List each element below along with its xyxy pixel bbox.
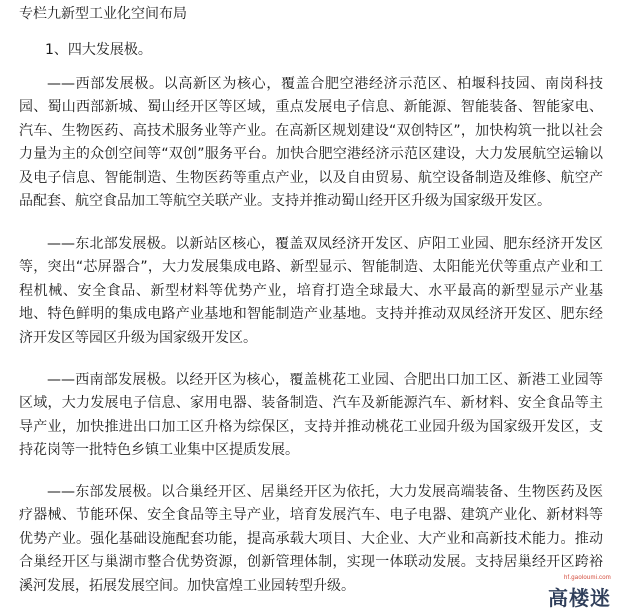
watermark-logo — [545, 575, 611, 611]
watermark-url: hf.gaoloumi.com — [563, 575, 611, 581]
section-heading: 1、四大发展极。 — [45, 42, 152, 58]
paragraph-northeast-pole: ——东北部发展极。以新站区核心，覆盖双凤经济开发区、庐阳工业园、肥东经济开发区等，突出“芯屏器合”，大力发展集成电路、新型显示、智能制造、太阳能光伏等重点产业和工程机械、安全食品、新型材料等优势产业，培育打造全球最大、水平最高的新型显示产业基地、特色鲜明的集成电路产业基地和智能制造产业基地。支持并推动双凤经济开发区、肥东经济开发区等园区升级为国家级开发区。 — [19, 236, 603, 346]
paragraph-southwest-pole: ——西南部发展极。以经开区为核心，覆盖桃花工业园、合肥出口加工区、新港工业园等区域，大力发展电子信息、家用电器、装备制造、汽车及新能源汽车、新材料、安全食品等主导产业，加快推进出口加工区升格为综保区，支持并推动桃花工业园升级为国家级开发区，支持花岗等一批特色乡镇工业集中区提质发展。 — [19, 372, 603, 459]
paragraph-west-pole: ——西部发展极。以高新区为核心，覆盖合肥空港经济示范区、柏堰科技园、南岗科技园、蜀山西部新城、蜀山经开区等区域，重点发展电子信息、新能源、智能装备、智能家电、汽车、生物医药、高技术服务业等产业。在高新区规划建设“双创特区”，加快构筑一批以社会力量为主的众创空间等“双创”服务平台。加快合肥空港经济示范区建设，大力发展航空运输以及电子信息、智能制造、生物医药等重点产业，以及自由贸易、航空设备制造及维修、航空产品配套、航空食品加工等航空关联产业。支持并推动蜀山经开区升级为国家级开发区。 — [19, 76, 603, 210]
watermark-text: 高楼迷 — [548, 586, 611, 610]
paragraph-east-pole: ——东部发展极。以合巢经开区、居巢经开区为依托，大力发展高端装备、生物医药及医疗器械、节能环保、安全食品等主导产业，培育发展汽车、电子电器、建筑产业化、新材料等优势产业。强化基础设施配套功能，提高承载大项目、大企业、大产业和高新技术能力。推动合巢经开区与巢湖市整合优势资源，创新管理体制，实现一体联动发展。支持居巢经开区跨裕溪河发展，拓展发展空间。加快富煌工业园转型升级。 — [19, 484, 603, 594]
column-title: 专栏九新型工业化空间布局 — [19, 6, 187, 22]
